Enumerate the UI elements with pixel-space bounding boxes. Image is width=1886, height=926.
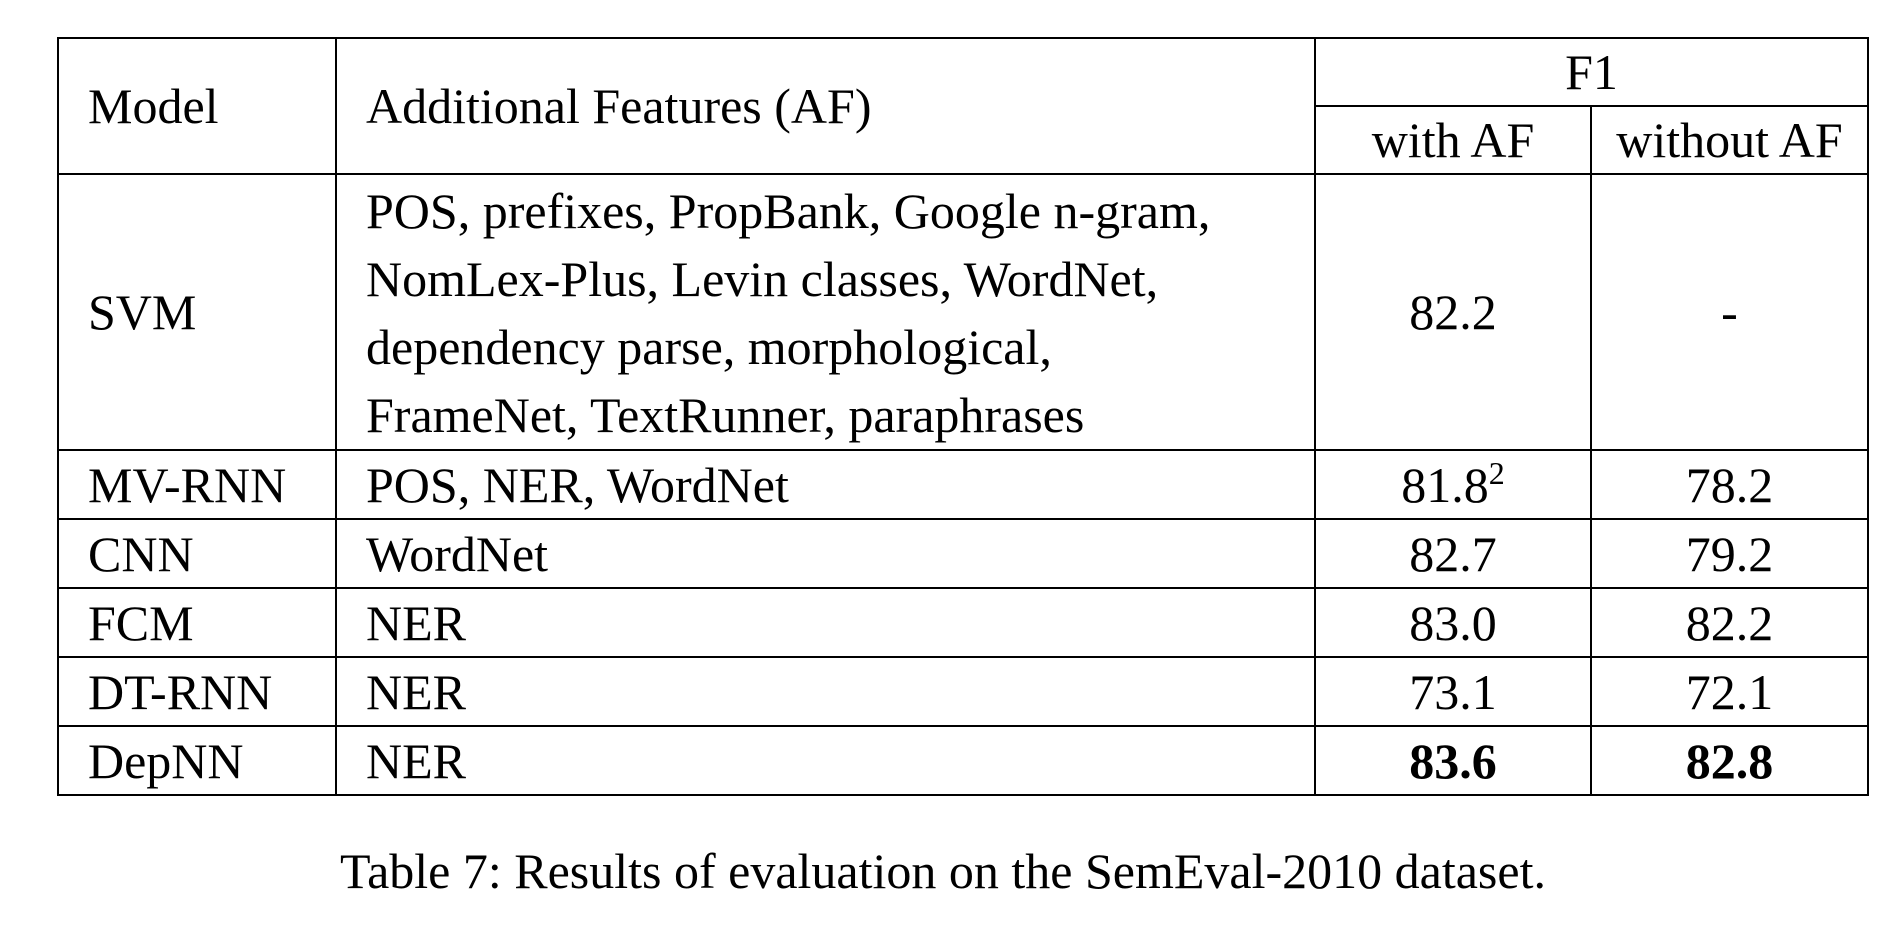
cell-features: NER (336, 657, 1315, 726)
feature-line: POS, prefixes, PropBank, Google n-gram, (366, 183, 1211, 239)
cell-without-af: - (1591, 174, 1868, 450)
table-row (58, 174, 1868, 450)
cell-model: DT-RNN (58, 657, 336, 726)
footnote-marker: 2 (1488, 454, 1505, 491)
table-row (58, 450, 1868, 519)
feature-line: NomLex-Plus, Levin classes, WordNet, (366, 251, 1159, 307)
cell-model: MV-RNN (58, 450, 336, 519)
cell-model: SVM (58, 174, 336, 450)
cell-model: FCM (58, 588, 336, 657)
table-row (58, 657, 1868, 726)
cell-model: CNN (58, 519, 336, 588)
cell-with-af-value: 81.8 (1401, 456, 1489, 513)
table-row (58, 519, 1868, 588)
cell-model: DepNN (58, 726, 336, 795)
cell-with-af: 82.2 (1315, 174, 1591, 450)
cell-with-af-best: 83.6 (1315, 726, 1591, 795)
table-row (58, 588, 1868, 657)
table-caption: Table 7: Results of evaluation on the SemEval-2010 dataset. (340, 843, 1546, 899)
cell-with-af: 82.7 (1315, 519, 1591, 588)
cell-with-af: 83.0 (1315, 588, 1591, 657)
cell-features (336, 174, 1315, 450)
header-model: Model (58, 38, 336, 174)
cell-features: NER (336, 726, 1315, 795)
header-features: Additional Features (AF) (336, 38, 1315, 174)
cell-without-af: 78.2 (1591, 450, 1868, 519)
cell-without-af-best: 82.8 (1591, 726, 1868, 795)
results-table-container (57, 37, 1867, 796)
cell-with-af: 73.1 (1315, 657, 1591, 726)
header-row-top (58, 38, 1868, 106)
header-without-af: without AF (1591, 106, 1868, 174)
header-f1: F1 (1315, 38, 1868, 106)
cell-features: WordNet (336, 519, 1315, 588)
table-row (58, 726, 1868, 795)
cell-features: NER (336, 588, 1315, 657)
cell-with-af (1315, 450, 1591, 519)
header-with-af: with AF (1315, 106, 1591, 174)
cell-without-af: 82.2 (1591, 588, 1868, 657)
results-table (57, 37, 1869, 796)
feature-line: dependency parse, morphological, (366, 319, 1052, 375)
cell-without-af: 79.2 (1591, 519, 1868, 588)
cell-features: POS, NER, WordNet (336, 450, 1315, 519)
feature-line: FrameNet, TextRunner, paraphrases (366, 387, 1085, 443)
cell-without-af: 72.1 (1591, 657, 1868, 726)
